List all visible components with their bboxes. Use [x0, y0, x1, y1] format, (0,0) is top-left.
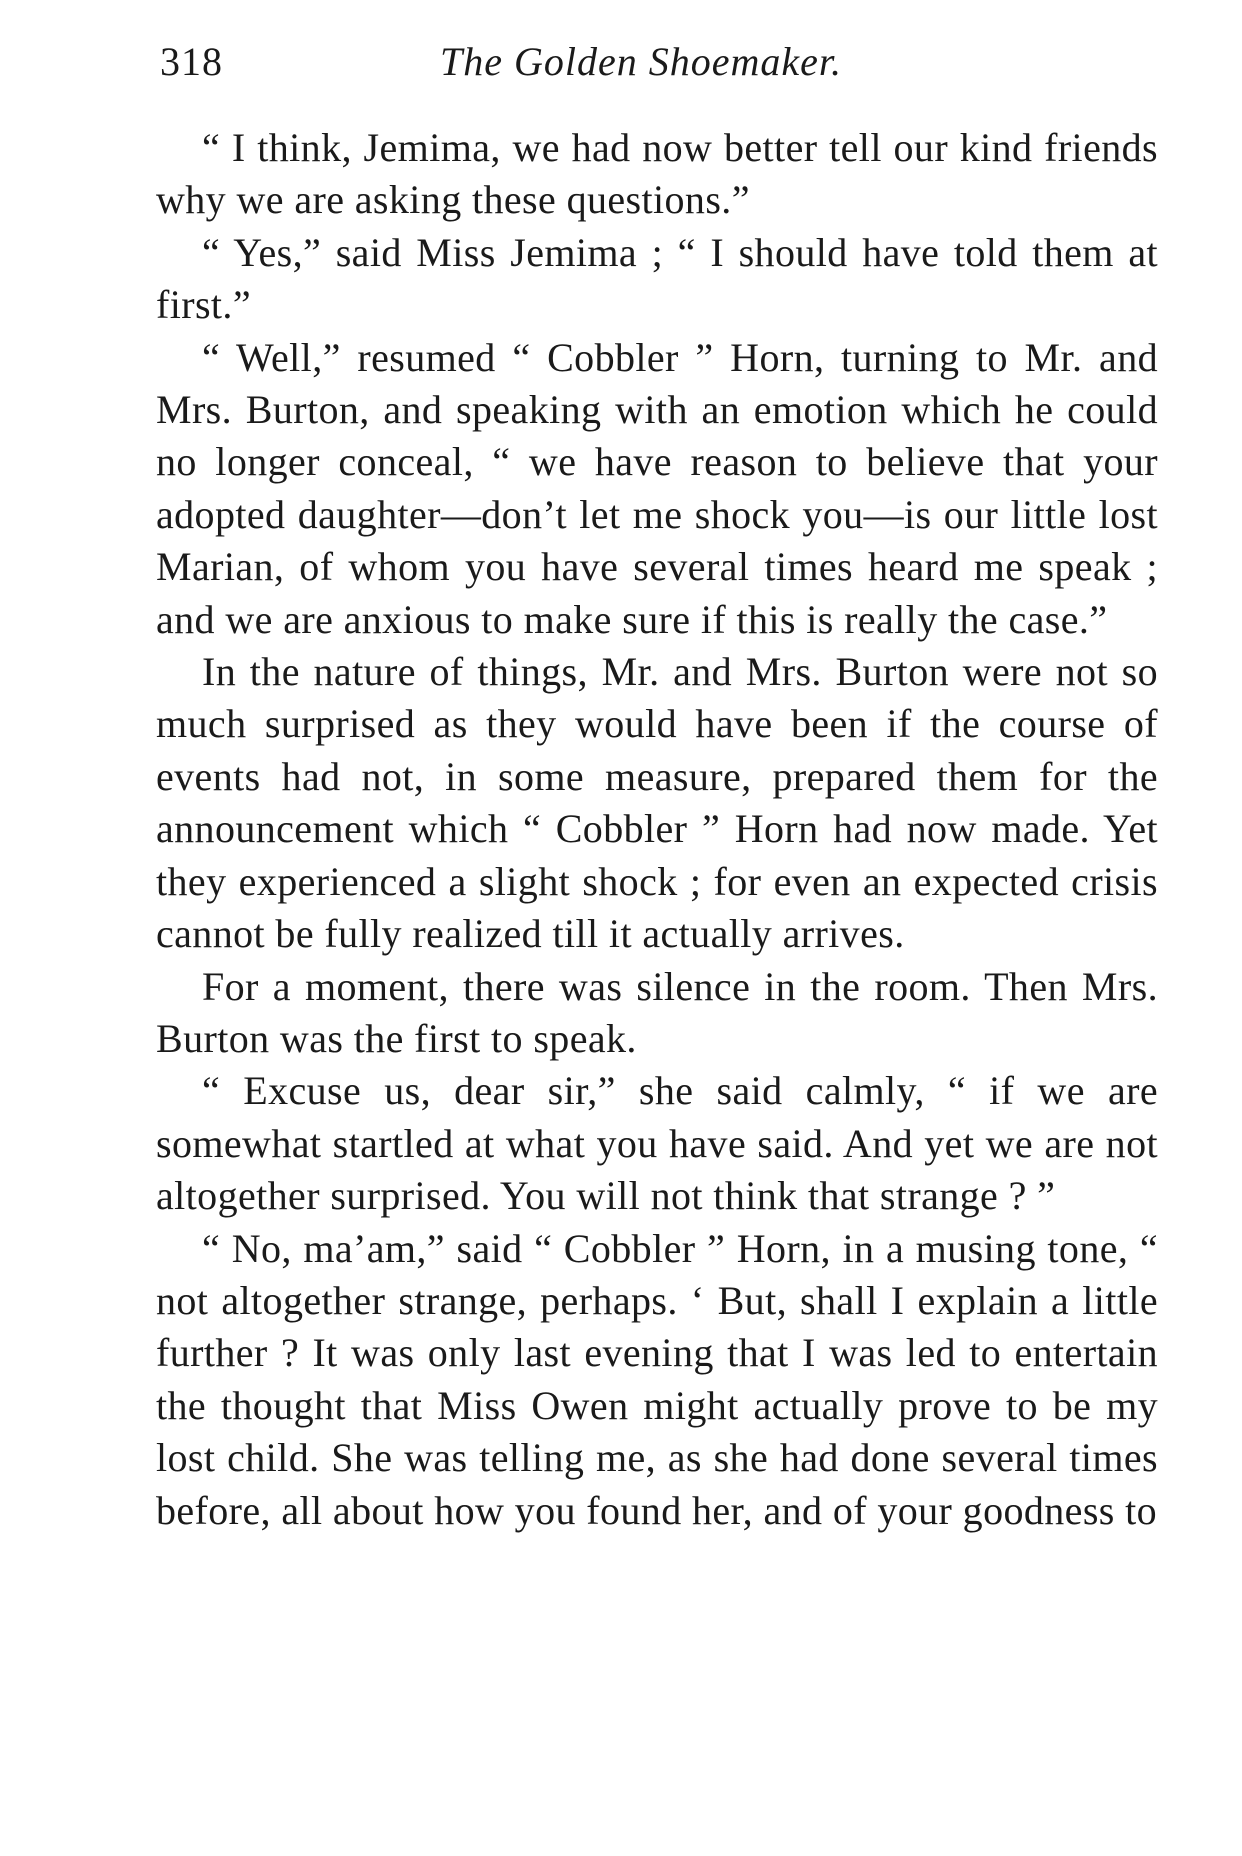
- body-text: [156, 122, 1158, 1537]
- paragraph: “ Well,” resumed “ Cobbler ” Horn, turning to Mr. and Mrs. Burton, and speaking with an emotion which he could no longer conceal, “ we have reason to believe that your adopted daughter—don’t let me shock you—is our little lost Marian, of whom you have several times heard me speak ; and we are anxious to make sure if this is really the case.”: [156, 334, 1158, 642]
- page-header: [160, 38, 1080, 98]
- paragraph: In the nature of things, Mr. and Mrs. Burton were not so much surprised as they would have been if the course of events had not, in some measure, prepared them for the announcement which “ Cobbler ” Horn had now made. Yet they experienced a slight shock ; for even an expected crisis cannot be fully realized till it actually arrives.: [156, 649, 1158, 957]
- page-number: 318: [160, 39, 223, 84]
- paragraph: “ I think, Jemima, we had now better tell our kind friends why we are asking these questions.”: [156, 125, 1158, 223]
- paragraph: “ No, ma’am,” said “ Cobbler ” Horn, in a musing tone, “ not altogether strange, perhaps. ‘ But, shall I explain a little further ? It was only last evening that I was led to entertain the thought that Miss Owen might actually prove to be my lost child. She was telling me, as she had done several times before, all about how you found her, and of your goodness to: [156, 1225, 1158, 1533]
- paragraph: “ Yes,” said Miss Jemima ; “ I should have told them at first.”: [156, 229, 1158, 328]
- running-title: The Golden Shoemaker.: [440, 39, 843, 84]
- paragraph: For a moment, there was silence in the room. Then Mrs. Burton was the first to speak.: [156, 963, 1158, 1061]
- paragraph: “ Excuse us, dear sir,” she said calmly, “ if we are somewhat startled at what you have said. And yet we are not altogether surprised. You will not think that strange ? ”: [156, 1068, 1158, 1219]
